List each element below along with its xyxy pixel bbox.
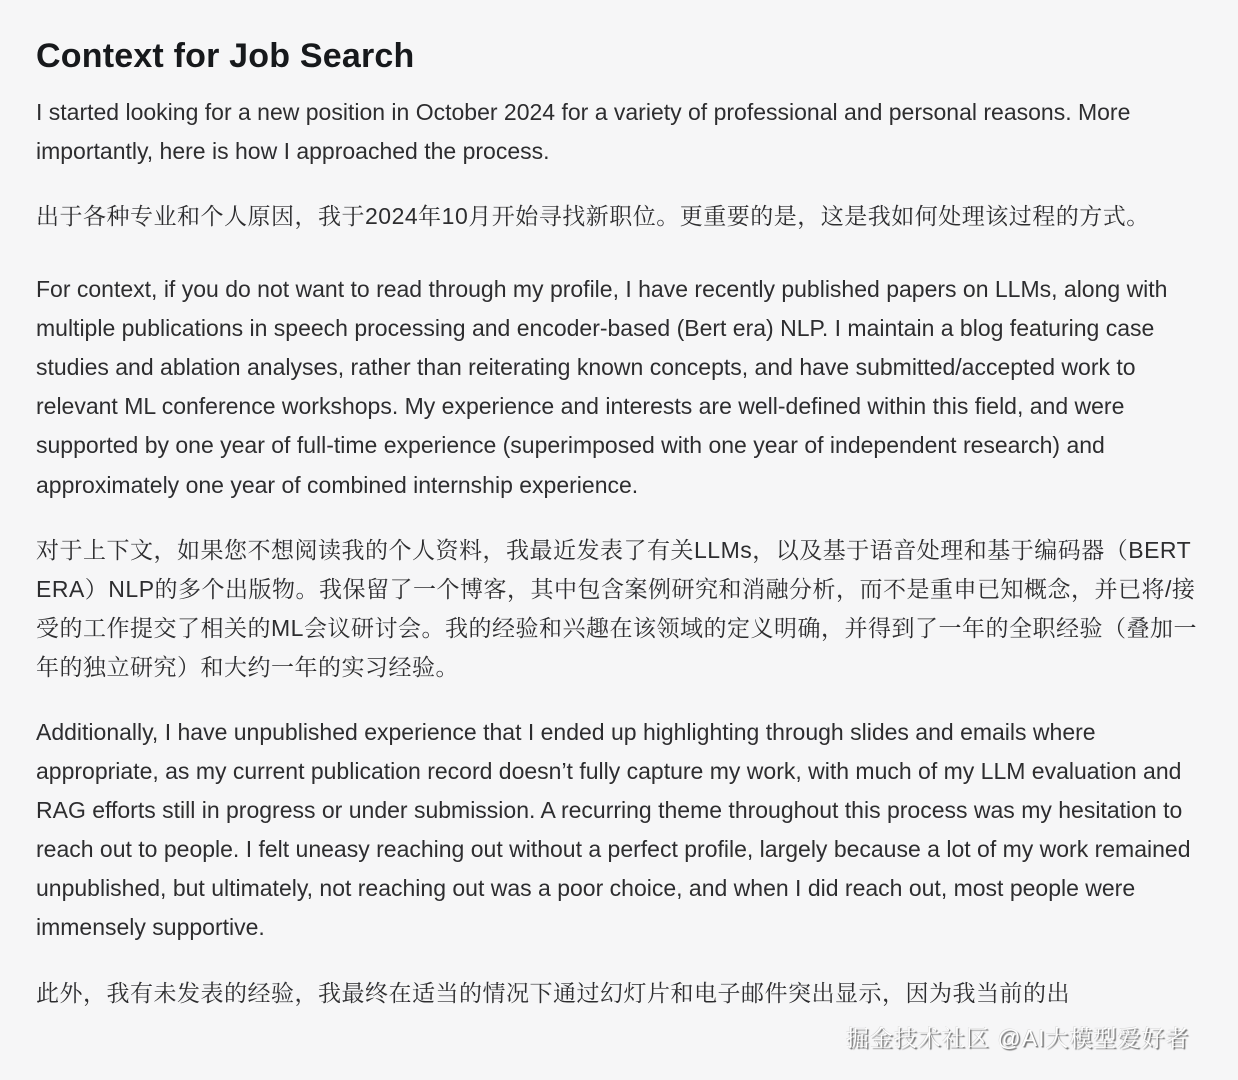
paragraph-intro-zh: 出于各种专业和个人原因，我于2024年10月开始寻找新职位。更重要的是，这是我如何处理该过程的方式。 (36, 202, 1150, 229)
paragraph-additional-zh-truncated: 此外，我有未发表的经验，我最终在适当的情况下通过幻灯片和电子邮件突出显示，因为我当前的出 (36, 979, 1070, 1006)
watermark-text: 掘金技术社区 @AI大模型爱好者 (846, 1025, 1190, 1051)
paragraph-context-en: For context, if you do not want to read through my profile, I have recently published papers on LLMs, along with multiple publications in speech processing and encoder-based (Bert era) NLP. I maintain a blog featuring case studies and ablation analyses, rather than reiterating known concepts, and have submitted/accepted work to relevant ML conference workshops. My experience and interests are well-defined within this field, and were supported by one year of full-time experience (superimposed with one year of independent research) and approximately one year of combined internship experience. (36, 276, 1168, 498)
paragraph-intro-en: I started looking for a new position in October 2024 for a variety of professional and personal reasons. More importantly, here is how I approached the process. (36, 98, 1131, 164)
page-title: Context for Job Search (36, 37, 415, 75)
paragraph-context-zh: 对于上下文，如果您不想阅读我的个人资料，我最近发表了有关LLMs，以及基于语音处理和基于编码器（BERT ERA）NLP的多个出版物。我保留了一个博客，其中包含案例研究和消融分析，而不是重申已知概念，并已将/接受的工作提交了相关的ML会议研讨会。我的经验和兴趣在该领域的定义明确，并得到了一年的全职经验（叠加一年的独立研究）和大约一年的实习经验。 (36, 536, 1197, 680)
paragraph-additional-en: Additionally, I have unpublished experience that I ended up highlighting through slides and emails where appropriate, as my current publication record doesn’t fully capture my work, with much of my LLM evaluation and RAG efforts still in progress or under submission. A recurring theme throughout this process was my hesitation to reach out to people. I felt uneasy reaching out without a perfect profile, largely because a lot of my work remained unpublished, but ultimately, not reaching out was a poor choice, and when I did reach out, most people were immensely supportive. (36, 719, 1191, 941)
